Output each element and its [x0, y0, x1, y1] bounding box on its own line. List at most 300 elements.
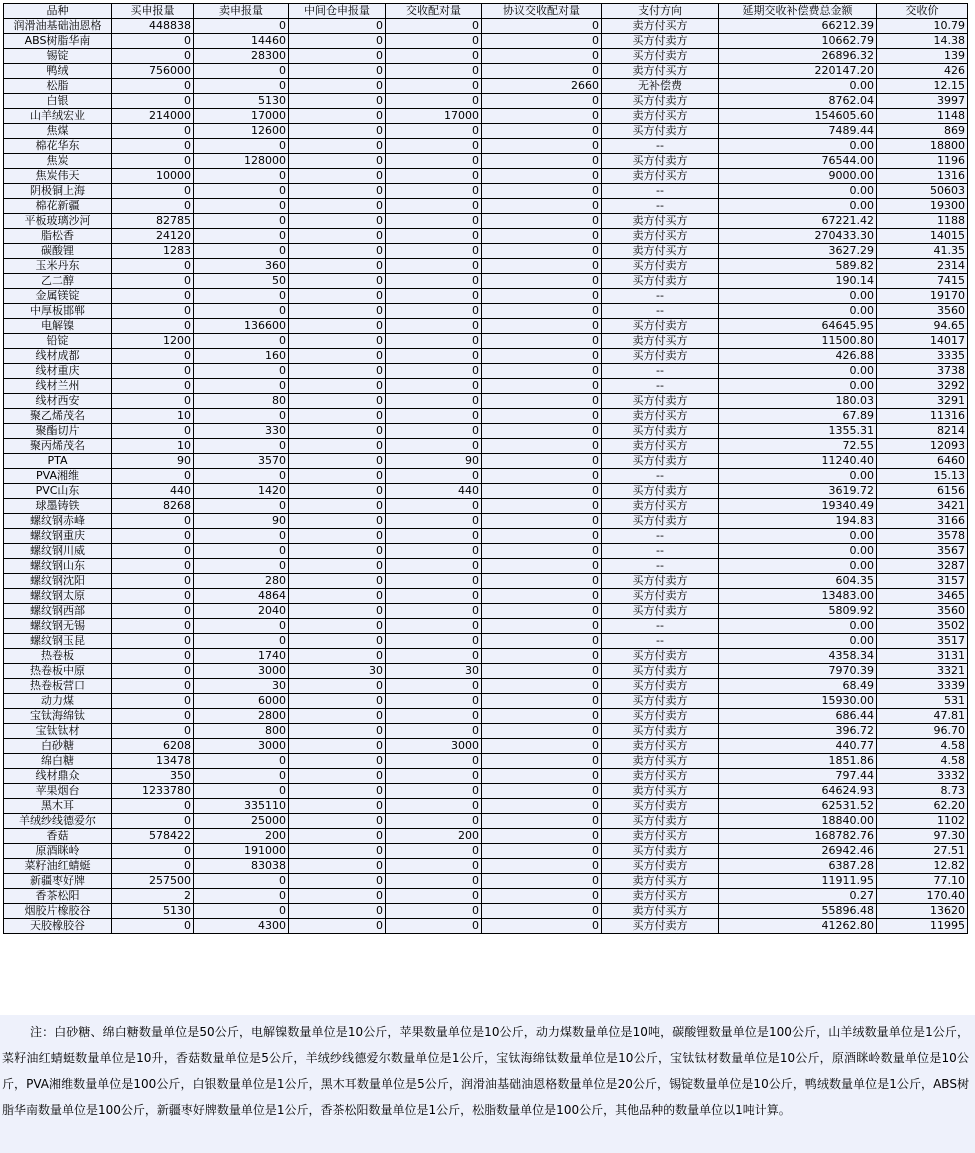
delivery-matched-cell: 0: [386, 349, 482, 364]
intermediate-declared-cell: 0: [289, 754, 386, 769]
table-row: [4, 199, 968, 214]
intermediate-declared-cell: 0: [289, 109, 386, 124]
intermediate-declared-cell: 0: [289, 199, 386, 214]
sell-declared-cell: 4300: [194, 919, 289, 934]
payment-direction-cell: --: [602, 619, 719, 634]
buy-declared-cell: 0: [112, 364, 194, 379]
compensation-total-cell: 194.83: [719, 514, 877, 529]
sell-declared-cell: 25000: [194, 814, 289, 829]
delivery-price-cell: 1102: [877, 814, 968, 829]
header-delivery-matched: 交收配对量: [386, 4, 482, 19]
delivery-matched-cell: 0: [386, 784, 482, 799]
buy-declared-cell: 0: [112, 139, 194, 154]
product-cell: 电解镍: [4, 319, 112, 334]
payment-direction-cell: 买方付卖方: [602, 484, 719, 499]
agreement-matched-cell: 0: [482, 739, 602, 754]
intermediate-declared-cell: 0: [289, 304, 386, 319]
compensation-total-cell: 190.14: [719, 274, 877, 289]
delivery-matched-cell: 0: [386, 679, 482, 694]
buy-declared-cell: 1283: [112, 244, 194, 259]
intermediate-declared-cell: 0: [289, 739, 386, 754]
delivery-matched-cell: 0: [386, 754, 482, 769]
buy-declared-cell: 90: [112, 454, 194, 469]
compensation-total-cell: 7489.44: [719, 124, 877, 139]
delivery-price-cell: 3738: [877, 364, 968, 379]
payment-direction-cell: 卖方付买方: [602, 334, 719, 349]
header-compensation-total: 延期交收补偿费总金额: [719, 4, 877, 19]
delivery-price-cell: 869: [877, 124, 968, 139]
compensation-total-cell: 0.00: [719, 79, 877, 94]
buy-declared-cell: 0: [112, 919, 194, 934]
agreement-matched-cell: 0: [482, 784, 602, 799]
sell-declared-cell: 128000: [194, 154, 289, 169]
table-row: [4, 649, 968, 664]
delivery-matched-cell: 0: [386, 319, 482, 334]
intermediate-declared-cell: 0: [289, 19, 386, 34]
compensation-total-cell: 686.44: [719, 709, 877, 724]
product-cell: 线材鼎众: [4, 769, 112, 784]
intermediate-declared-cell: 30: [289, 664, 386, 679]
payment-direction-cell: 卖方付买方: [602, 439, 719, 454]
delivery-price-cell: 3166: [877, 514, 968, 529]
agreement-matched-cell: 0: [482, 409, 602, 424]
delivery-matched-cell: 0: [386, 19, 482, 34]
delivery-matched-cell: 0: [386, 574, 482, 589]
buy-declared-cell: 0: [112, 289, 194, 304]
table-row: [4, 289, 968, 304]
payment-direction-cell: 买方付卖方: [602, 709, 719, 724]
product-cell: 聚酯切片: [4, 424, 112, 439]
product-cell: 宝钛海绵钛: [4, 709, 112, 724]
compensation-total-cell: 1851.86: [719, 754, 877, 769]
delivery-matched-cell: 0: [386, 289, 482, 304]
table-row: [4, 664, 968, 679]
buy-declared-cell: 0: [112, 34, 194, 49]
delivery-price-cell: 3560: [877, 604, 968, 619]
product-cell: 金属镁锭: [4, 289, 112, 304]
payment-direction-cell: --: [602, 199, 719, 214]
compensation-total-cell: 0.00: [719, 199, 877, 214]
intermediate-declared-cell: 0: [289, 289, 386, 304]
product-cell: 螺纹钢西部: [4, 604, 112, 619]
product-cell: 焦煤: [4, 124, 112, 139]
sell-declared-cell: 136600: [194, 319, 289, 334]
sell-declared-cell: 0: [194, 754, 289, 769]
sell-declared-cell: 0: [194, 889, 289, 904]
intermediate-declared-cell: 0: [289, 544, 386, 559]
intermediate-declared-cell: 0: [289, 694, 386, 709]
buy-declared-cell: 0: [112, 184, 194, 199]
delivery-price-cell: 3339: [877, 679, 968, 694]
table-row: [4, 529, 968, 544]
buy-declared-cell: 0: [112, 619, 194, 634]
compensation-total-cell: 0.00: [719, 469, 877, 484]
intermediate-declared-cell: 0: [289, 244, 386, 259]
table-row: [4, 784, 968, 799]
table-row: [4, 349, 968, 364]
product-cell: 新疆枣好牌: [4, 874, 112, 889]
intermediate-declared-cell: 0: [289, 469, 386, 484]
payment-direction-cell: 卖方付买方: [602, 739, 719, 754]
buy-declared-cell: 0: [112, 379, 194, 394]
table-row: [4, 334, 968, 349]
agreement-matched-cell: 0: [482, 604, 602, 619]
compensation-total-cell: 4358.34: [719, 649, 877, 664]
delivery-price-cell: 6156: [877, 484, 968, 499]
buy-declared-cell: 0: [112, 154, 194, 169]
payment-direction-cell: 买方付卖方: [602, 649, 719, 664]
intermediate-declared-cell: 0: [289, 514, 386, 529]
compensation-total-cell: 0.27: [719, 889, 877, 904]
delivery-matched-cell: 0: [386, 259, 482, 274]
product-cell: 螺纹钢重庆: [4, 529, 112, 544]
intermediate-declared-cell: 0: [289, 709, 386, 724]
product-cell: 白银: [4, 94, 112, 109]
sell-declared-cell: 0: [194, 469, 289, 484]
compensation-total-cell: 3627.29: [719, 244, 877, 259]
sell-declared-cell: 800: [194, 724, 289, 739]
buy-declared-cell: 8268: [112, 499, 194, 514]
buy-declared-cell: 350: [112, 769, 194, 784]
intermediate-declared-cell: 0: [289, 874, 386, 889]
sell-declared-cell: 0: [194, 439, 289, 454]
compensation-total-cell: 0.00: [719, 544, 877, 559]
table-header-row: [4, 4, 968, 19]
sell-declared-cell: 3000: [194, 739, 289, 754]
compensation-total-cell: 426.88: [719, 349, 877, 364]
delivery-matched-cell: 0: [386, 769, 482, 784]
payment-direction-cell: --: [602, 634, 719, 649]
product-cell: 香茶松阳: [4, 889, 112, 904]
intermediate-declared-cell: 0: [289, 139, 386, 154]
payment-direction-cell: --: [602, 379, 719, 394]
table-row: [4, 259, 968, 274]
delivery-matched-cell: 0: [386, 394, 482, 409]
payment-direction-cell: 买方付卖方: [602, 724, 719, 739]
delivery-matched-cell: 0: [386, 799, 482, 814]
delivery-price-cell: 19170: [877, 289, 968, 304]
intermediate-declared-cell: 0: [289, 364, 386, 379]
delivery-matched-cell: 0: [386, 844, 482, 859]
compensation-total-cell: 180.03: [719, 394, 877, 409]
sell-declared-cell: 0: [194, 244, 289, 259]
compensation-total-cell: 11911.95: [719, 874, 877, 889]
table-row: [4, 139, 968, 154]
delivery-price-cell: 3465: [877, 589, 968, 604]
table-row: [4, 574, 968, 589]
table-row: [4, 559, 968, 574]
sell-declared-cell: 0: [194, 334, 289, 349]
agreement-matched-cell: 0: [482, 49, 602, 64]
product-cell: 热卷板中原: [4, 664, 112, 679]
agreement-matched-cell: 0: [482, 679, 602, 694]
delivery-price-cell: 62.20: [877, 799, 968, 814]
payment-direction-cell: 卖方付买方: [602, 754, 719, 769]
buy-declared-cell: 5130: [112, 904, 194, 919]
sell-declared-cell: 0: [194, 64, 289, 79]
buy-declared-cell: 578422: [112, 829, 194, 844]
delivery-matched-cell: 0: [386, 439, 482, 454]
agreement-matched-cell: 0: [482, 529, 602, 544]
agreement-matched-cell: 0: [482, 799, 602, 814]
product-cell: 线材成都: [4, 349, 112, 364]
agreement-matched-cell: 0: [482, 724, 602, 739]
payment-direction-cell: 买方付卖方: [602, 424, 719, 439]
delivery-price-cell: 3287: [877, 559, 968, 574]
buy-declared-cell: 1200: [112, 334, 194, 349]
buy-declared-cell: 0: [112, 664, 194, 679]
buy-declared-cell: 0: [112, 94, 194, 109]
intermediate-declared-cell: 0: [289, 529, 386, 544]
delivery-matched-cell: 0: [386, 214, 482, 229]
agreement-matched-cell: 0: [482, 364, 602, 379]
delivery-price-cell: 3502: [877, 619, 968, 634]
table-row: [4, 679, 968, 694]
compensation-total-cell: 76544.00: [719, 154, 877, 169]
agreement-matched-cell: 2660: [482, 79, 602, 94]
agreement-matched-cell: 0: [482, 844, 602, 859]
delivery-price-cell: 41.35: [877, 244, 968, 259]
compensation-total-cell: 3619.72: [719, 484, 877, 499]
sell-declared-cell: 28300: [194, 49, 289, 64]
compensation-total-cell: 6387.28: [719, 859, 877, 874]
buy-declared-cell: 448838: [112, 19, 194, 34]
compensation-total-cell: 64624.93: [719, 784, 877, 799]
payment-direction-cell: --: [602, 304, 719, 319]
buy-declared-cell: 0: [112, 844, 194, 859]
delivery-price-cell: 2314: [877, 259, 968, 274]
agreement-matched-cell: 0: [482, 649, 602, 664]
delivery-matched-cell: 0: [386, 34, 482, 49]
buy-declared-cell: 13478: [112, 754, 194, 769]
agreement-matched-cell: 0: [482, 634, 602, 649]
agreement-matched-cell: 0: [482, 94, 602, 109]
table-row: [4, 124, 968, 139]
intermediate-declared-cell: 0: [289, 169, 386, 184]
table-row: [4, 49, 968, 64]
product-cell: 菜籽油红蜻蜓: [4, 859, 112, 874]
compensation-total-cell: 589.82: [719, 259, 877, 274]
product-cell: 香菇: [4, 829, 112, 844]
compensation-total-cell: 604.35: [719, 574, 877, 589]
product-cell: 玉米丹东: [4, 259, 112, 274]
delivery-price-cell: 11316: [877, 409, 968, 424]
buy-declared-cell: 0: [112, 694, 194, 709]
intermediate-declared-cell: 0: [289, 619, 386, 634]
buy-declared-cell: 756000: [112, 64, 194, 79]
header-payment-direction: 支付方向: [602, 4, 719, 19]
payment-direction-cell: --: [602, 139, 719, 154]
payment-direction-cell: 卖方付买方: [602, 904, 719, 919]
delivery-price-cell: 1196: [877, 154, 968, 169]
product-cell: 黑木耳: [4, 799, 112, 814]
compensation-total-cell: 220147.20: [719, 64, 877, 79]
sell-declared-cell: 6000: [194, 694, 289, 709]
delivery-price-cell: 426: [877, 64, 968, 79]
payment-direction-cell: 卖方付买方: [602, 19, 719, 34]
sell-declared-cell: 0: [194, 784, 289, 799]
sell-declared-cell: 360: [194, 259, 289, 274]
agreement-matched-cell: 0: [482, 829, 602, 844]
delivery-price-cell: 170.40: [877, 889, 968, 904]
intermediate-declared-cell: 0: [289, 589, 386, 604]
intermediate-declared-cell: 0: [289, 559, 386, 574]
payment-direction-cell: 买方付卖方: [602, 274, 719, 289]
agreement-matched-cell: 0: [482, 514, 602, 529]
sell-declared-cell: 0: [194, 544, 289, 559]
compensation-total-cell: 270433.30: [719, 229, 877, 244]
delivery-matched-cell: 0: [386, 559, 482, 574]
product-cell: PVC山东: [4, 484, 112, 499]
table-row: [4, 709, 968, 724]
table-row: [4, 379, 968, 394]
delivery-matched-cell: 0: [386, 169, 482, 184]
agreement-matched-cell: 0: [482, 124, 602, 139]
agreement-matched-cell: 0: [482, 274, 602, 289]
delivery-matched-cell: 0: [386, 79, 482, 94]
delivery-table: [3, 3, 968, 934]
table-row: [4, 814, 968, 829]
table-row: [4, 409, 968, 424]
product-cell: PTA: [4, 454, 112, 469]
buy-declared-cell: 0: [112, 394, 194, 409]
compensation-total-cell: 13483.00: [719, 589, 877, 604]
product-cell: 热卷板营口: [4, 679, 112, 694]
sell-declared-cell: 1740: [194, 649, 289, 664]
agreement-matched-cell: 0: [482, 154, 602, 169]
delivery-matched-cell: 0: [386, 709, 482, 724]
agreement-matched-cell: 0: [482, 709, 602, 724]
buy-declared-cell: 0: [112, 529, 194, 544]
product-cell: 烟胶片橡胶谷: [4, 904, 112, 919]
agreement-matched-cell: 0: [482, 229, 602, 244]
agreement-matched-cell: 0: [482, 454, 602, 469]
sell-declared-cell: 90: [194, 514, 289, 529]
sell-declared-cell: 14460: [194, 34, 289, 49]
delivery-price-cell: 47.81: [877, 709, 968, 724]
product-cell: 动力煤: [4, 694, 112, 709]
delivery-matched-cell: 0: [386, 919, 482, 934]
intermediate-declared-cell: 0: [289, 679, 386, 694]
buy-declared-cell: 0: [112, 79, 194, 94]
unit-footnote: 注：白砂糖、绵白糖数量单位是50公斤，电解镍数量单位是10公斤，苹果数量单位是10公斤，动力煤数量单位是10吨，碳酸锂数量单位是100公斤，山羊绒数量单位是1公斤，菜籽油红蜻蜓数量单位是10升，香菇数量单位是5公斤，羊绒纱线德爱尔数量单位是1公斤，宝钛海绵钛数量单位是10公斤，宝钛钛材数量单位是10公斤，原酒眯岭数量单位是10公斤，PVA湘维数量单位是100公斤，白银数量单位是1公斤，黑木耳数量单位是5公斤，润滑油基础油恩格数量单位是20公斤，锡锭数量单位是10公斤，鸭绒数量单位是1公斤，ABS树脂华南数量单位是100公斤，新疆枣好牌数量单位是1公斤，香茶松阳数量单位是1公斤，松脂数量单位是100公斤，其他品种的数量单位以1吨计算。: [2, 1025, 969, 1117]
delivery-matched-cell: 0: [386, 334, 482, 349]
delivery-price-cell: 10.79: [877, 19, 968, 34]
product-cell: 棉花新疆: [4, 199, 112, 214]
sell-declared-cell: 0: [194, 184, 289, 199]
payment-direction-cell: --: [602, 544, 719, 559]
product-cell: 锡锭: [4, 49, 112, 64]
product-cell: 聚乙烯茂名: [4, 409, 112, 424]
agreement-matched-cell: 0: [482, 19, 602, 34]
buy-declared-cell: 0: [112, 814, 194, 829]
agreement-matched-cell: 0: [482, 319, 602, 334]
delivery-matched-cell: 0: [386, 379, 482, 394]
agreement-matched-cell: 0: [482, 889, 602, 904]
sell-declared-cell: 0: [194, 409, 289, 424]
buy-declared-cell: 0: [112, 124, 194, 139]
intermediate-declared-cell: 0: [289, 34, 386, 49]
buy-declared-cell: 1233780: [112, 784, 194, 799]
delivery-price-cell: 1316: [877, 169, 968, 184]
delivery-matched-cell: 0: [386, 814, 482, 829]
delivery-price-cell: 12.15: [877, 79, 968, 94]
compensation-total-cell: 55896.48: [719, 904, 877, 919]
sell-declared-cell: 0: [194, 304, 289, 319]
buy-declared-cell: 0: [112, 349, 194, 364]
delivery-matched-cell: 0: [386, 274, 482, 289]
delivery-matched-cell: 200: [386, 829, 482, 844]
sell-declared-cell: 80: [194, 394, 289, 409]
agreement-matched-cell: 0: [482, 559, 602, 574]
table-row: [4, 544, 968, 559]
compensation-total-cell: 0.00: [719, 364, 877, 379]
delivery-matched-cell: 0: [386, 499, 482, 514]
sell-declared-cell: 0: [194, 559, 289, 574]
sell-declared-cell: 2040: [194, 604, 289, 619]
intermediate-declared-cell: 0: [289, 154, 386, 169]
product-cell: 苹果烟台: [4, 784, 112, 799]
sell-declared-cell: 0: [194, 229, 289, 244]
delivery-price-cell: 1148: [877, 109, 968, 124]
compensation-total-cell: 154605.60: [719, 109, 877, 124]
buy-declared-cell: 0: [112, 469, 194, 484]
delivery-price-cell: 3421: [877, 499, 968, 514]
agreement-matched-cell: 0: [482, 289, 602, 304]
delivery-price-cell: 50603: [877, 184, 968, 199]
payment-direction-cell: 买方付卖方: [602, 319, 719, 334]
intermediate-declared-cell: 0: [289, 409, 386, 424]
compensation-total-cell: 64645.95: [719, 319, 877, 334]
compensation-total-cell: 9000.00: [719, 169, 877, 184]
table-row: [4, 919, 968, 934]
table-row: [4, 514, 968, 529]
compensation-total-cell: 72.55: [719, 439, 877, 454]
sell-declared-cell: 0: [194, 199, 289, 214]
agreement-matched-cell: 0: [482, 769, 602, 784]
payment-direction-cell: 买方付卖方: [602, 799, 719, 814]
payment-direction-cell: 买方付卖方: [602, 919, 719, 934]
sell-declared-cell: 0: [194, 289, 289, 304]
intermediate-declared-cell: 0: [289, 229, 386, 244]
table-row: [4, 79, 968, 94]
payment-direction-cell: 卖方付买方: [602, 499, 719, 514]
intermediate-declared-cell: 0: [289, 769, 386, 784]
intermediate-declared-cell: 0: [289, 79, 386, 94]
compensation-total-cell: 67221.42: [719, 214, 877, 229]
compensation-total-cell: 440.77: [719, 739, 877, 754]
delivery-matched-cell: 0: [386, 724, 482, 739]
compensation-total-cell: 0.00: [719, 379, 877, 394]
buy-declared-cell: 440: [112, 484, 194, 499]
compensation-total-cell: 41262.80: [719, 919, 877, 934]
product-cell: 绵白糖: [4, 754, 112, 769]
intermediate-declared-cell: 0: [289, 349, 386, 364]
delivery-price-cell: 6460: [877, 454, 968, 469]
intermediate-declared-cell: 0: [289, 184, 386, 199]
table-row: [4, 364, 968, 379]
agreement-matched-cell: 0: [482, 304, 602, 319]
product-cell: 羊绒纱线德爱尔: [4, 814, 112, 829]
delivery-matched-cell: 0: [386, 199, 482, 214]
buy-declared-cell: 257500: [112, 874, 194, 889]
delivery-price-cell: 8214: [877, 424, 968, 439]
intermediate-declared-cell: 0: [289, 904, 386, 919]
table-row: [4, 19, 968, 34]
intermediate-declared-cell: 0: [289, 334, 386, 349]
payment-direction-cell: --: [602, 364, 719, 379]
payment-direction-cell: --: [602, 289, 719, 304]
